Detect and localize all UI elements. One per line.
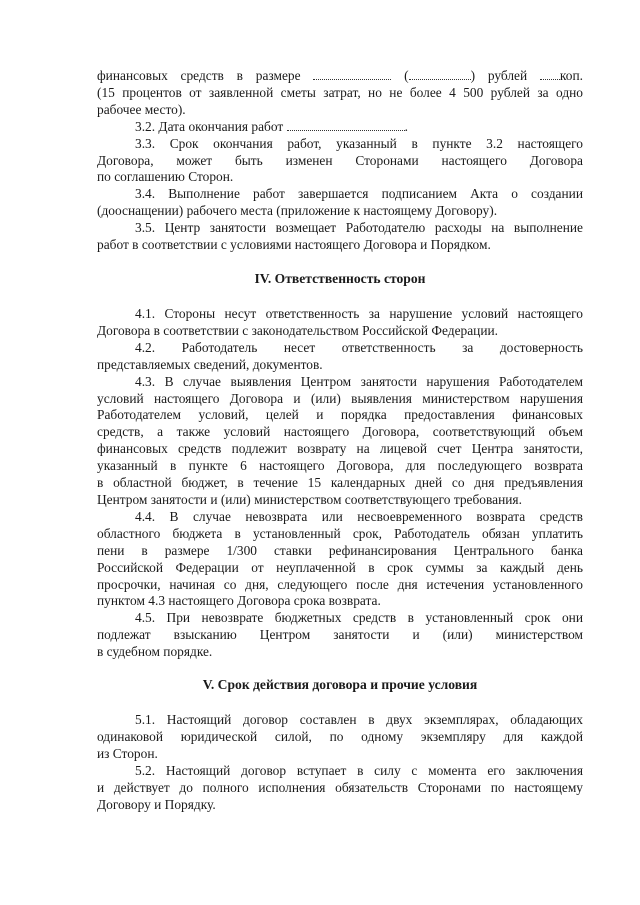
text-line: в областной бюджет, в течение 15 календарных дней со дня предъявления [97, 475, 583, 491]
text-line: одинаковой юридической силой, по одному экземпляру для каждой [97, 728, 583, 744]
text-line: Договора в соответствии с законодательством Российской Федерации. [97, 322, 499, 338]
text-line: пени в размере 1/300 ставки рефинансирования Центрального банка [97, 542, 583, 558]
text-line: Договора, может быть изменен Сторонами настоящего Договора [97, 152, 583, 168]
clause-3-5: 3.5. Центр занятости возмещает Работодателю расходы на выполнение [135, 220, 583, 236]
text-line: из Сторон. [97, 745, 158, 761]
end-date-blank [287, 120, 405, 131]
kopecks-blank [540, 69, 560, 80]
text-line: областного бюджета в установленный срок, Работодатель обязан уплатить [97, 525, 583, 541]
clause-3-4: 3.4. Выполнение работ завершается подписанием Акта о создании [135, 186, 583, 202]
section-4-heading: IV. Ответственность сторон [254, 271, 426, 286]
amount-paren-open: ( [404, 68, 409, 83]
text-line: по соглашению Сторон. [97, 169, 234, 185]
amount-rubles: ) рублей [470, 68, 528, 83]
clause-4-5: 4.5. При невозврате бюджетных средств в установленный срок они [135, 610, 583, 626]
text-line: указанный в пункте 6 настоящего Договора, для последующего возврата [97, 458, 583, 474]
text-line: (15 процентов от заявленной сметы затрат, но не более 4 500 рублей за одно [97, 84, 583, 100]
text-line: и действует до полного исполнения обязательств Сторонами по настоящему [97, 779, 583, 795]
text-line: финансовых средств подлежит возврату на лицевой счет Центра занятости, [97, 441, 583, 457]
period: . [404, 118, 408, 134]
section-3-text [97, 68, 583, 254]
clause-4-2: 4.2. Работодатель несет ответственность за достоверность [135, 339, 583, 355]
text-line: (дооснащении) рабочего места (приложение к настоящему Договору). [97, 203, 498, 219]
text-line: в судебном порядке. [97, 644, 213, 660]
text-line: Российской Федерации от неуплаченной в срок суммы за каждый день [97, 559, 583, 575]
amount-blank [313, 69, 391, 80]
text-line: Договору и Порядку. [97, 796, 216, 812]
amount-label: финансовых средств в размере [97, 68, 301, 83]
section-5-heading: V. Срок действия договора и прочие условия [202, 677, 478, 692]
end-date-label: 3.2. Дата окончания работ [135, 118, 284, 134]
text-line: подлежат взысканию Центром занятости и (или) министерством [97, 627, 583, 643]
text-line: условий настоящего Договора и (или) выявления министерством нарушения [97, 390, 583, 406]
text-line: Работодателем условий, целей и порядка предоставления финансовых [97, 407, 583, 423]
text-line: работ в соответствии с условиями настоящего Договора и Порядком. [97, 237, 491, 253]
clause-4-1: 4.1. Стороны несут ответственность за нарушение условий настоящего [135, 306, 583, 321]
clause-3-3: 3.3. Срок окончания работ, указанный в пункте 3.2 настоящего [135, 135, 583, 151]
section-5-text [97, 712, 583, 813]
clause-4-4: 4.4. В случае невозврата или несвоевременного возврата средств [135, 508, 583, 524]
text-line: средств, а также условий настоящего Договора, соответствующий объем [97, 424, 583, 440]
text-line: Центром занятости и (или) министерством соответствующего требования. [97, 491, 522, 507]
clause-3-2 [97, 119, 583, 136]
clause-4-3: 4.3. В случае выявления Центром занятости нарушения Работодателем [135, 373, 583, 389]
clause-5-2: 5.2. Настоящий договор вступает в силу с момента его заключения [135, 762, 583, 778]
text-line: просрочки, начиная со дня, следующего после дня истечения установленного [97, 576, 583, 592]
amount-line [97, 68, 583, 85]
clause-5-1: 5.1. Настоящий договор составлен в двух экземплярах, обладающих [135, 712, 583, 727]
amount-kopecks: коп. [559, 68, 583, 83]
amount-words-blank [409, 69, 471, 80]
section-4-text [97, 306, 583, 661]
text-line: рабочее место). [97, 101, 186, 117]
text-line: пунктом 4.3 настоящего Договора срока возврата. [97, 593, 381, 609]
text-line: представляемых сведений, документов. [97, 356, 323, 372]
